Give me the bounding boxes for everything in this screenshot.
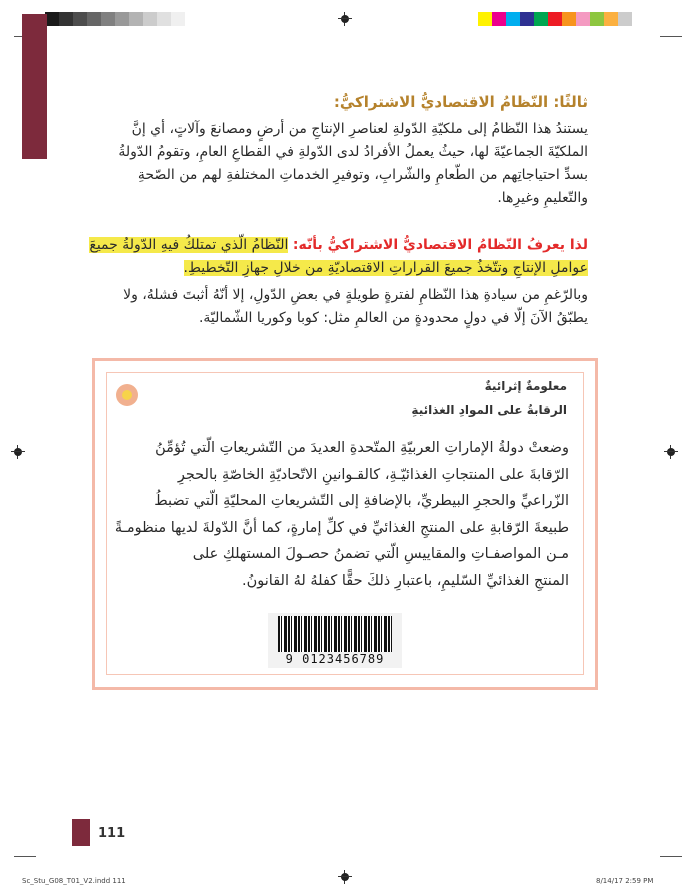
page-number-tab bbox=[72, 819, 90, 846]
registration-mark-bottom bbox=[338, 870, 352, 884]
intro-paragraph bbox=[88, 118, 588, 210]
paragraph-line: والتّعليمِ وغيرِها. bbox=[497, 190, 588, 206]
enrichment-text bbox=[114, 435, 569, 594]
enrichment-line: الرّقابةَ على المنتجاتِ الغذائيّـةِ، كالقـوانينِ الاتّحاديّةِ الخاصّةِ بالحجرِ bbox=[177, 466, 569, 483]
footer-file-slug: Sc_Stu_G08_T01_V2.indd 111 bbox=[22, 877, 126, 885]
crop-mark bbox=[660, 856, 682, 857]
enrichment-title: معلومةٌ إثرائيةٌ bbox=[484, 379, 567, 393]
lightbulb-head-icon bbox=[116, 384, 138, 406]
enrichment-line: مـن المواصفـاتِ والمقاييسِ الّتي تضمنُ حصـولَ المستهلكِ على bbox=[192, 546, 569, 562]
registration-mark-left bbox=[11, 445, 25, 459]
barcode bbox=[268, 613, 402, 668]
paragraph-line: وبالرّغمِ من سيادةِ هذا النّظامِ لفترةٍ طويلةٍ في بعضِ الدّولِ، إلا أنّهُ أثبتَ فشلهُ، ولا bbox=[123, 287, 588, 303]
paragraph-line: يستندُ هذا النّظامُ إلى ملكيّةِ الدّولةِ لعناصرِ الإنتاجِ من أرضٍ ومصانعَ وآلاتٍ، أي إنَّ bbox=[131, 121, 588, 137]
enrichment-line: طبيعةَ الرّقابةِ على المنتجِ الغذائيِّ في كلِّ إمارةٍ، كما أنَّ الدّولةَ لديها منظومـةً bbox=[114, 519, 569, 536]
section-heading: ثالثًا: النّظامُ الاقتصاديُّ الاشتراكيُّ: bbox=[333, 93, 588, 111]
paragraph-line: يطبّقُ الآنَ إلّا في دولٍ محدودةٍ من العالمِ مثل: كوبا وكوريا الشّماليّة. bbox=[198, 310, 588, 326]
barcode-number: 9 0123456789 bbox=[285, 652, 385, 666]
definition-label: لذا يعرفُ النّظامُ الاقتصاديُّ الاشتراكيُّ بأنّه: bbox=[292, 237, 588, 253]
definition-highlight: النّظامُ الّذي تمتلكُ فيهِ الدّولةُ جميعَ bbox=[89, 237, 289, 253]
closing-paragraph bbox=[88, 284, 588, 330]
crop-mark bbox=[660, 36, 682, 37]
paragraph-line: بسدِّ احتياجاتِهم من الطّعامِ والشّرابِ، وتوفيرِ الخدماتِ المختلفةِ لهم من الصّحةِ bbox=[137, 167, 588, 183]
enrichment-subtitle: الرقابةُ على الموادِ الغذائيةِ bbox=[411, 403, 567, 417]
enrichment-line: وضعتْ دولةُ الإماراتِ العربيّةِ المتّحدةِ العديدَ من التّشريعاتِ الّتي تُؤمِّنُ bbox=[155, 440, 569, 456]
chapter-color-bar bbox=[22, 14, 47, 159]
paragraph-line: الملكيّةَ الجماعيّةَ لها، حيثُ يعملُ الأفرادُ لدى الدّولةِ في القطاعِ العامِ، وتقومُ الدّولةُ bbox=[118, 144, 588, 160]
definition-line bbox=[88, 234, 588, 257]
definition-highlight: عواملِ الإنتاجِ وتتّخذُ جميعَ القراراتِ الاقتصاديّةِ من خلالِ جهازِ التّخطيطِ. bbox=[183, 260, 588, 276]
enrichment-line: المنتجِ الغذائيِّ السّليمِ، باعتبارِ ذلكَ حقًّا كفلهُ لهُ القانونُ. bbox=[242, 572, 569, 589]
footer-timestamp: 8/14/17 2:59 PM bbox=[596, 877, 654, 885]
barcode-bars bbox=[278, 616, 392, 652]
registration-mark-right bbox=[664, 445, 678, 459]
page-number: 111 bbox=[98, 826, 126, 841]
definition-paragraph bbox=[88, 234, 588, 280]
registration-mark-top bbox=[338, 12, 352, 26]
definition-line bbox=[88, 257, 588, 280]
crop-mark bbox=[14, 856, 36, 857]
enrichment-line: الزّراعيِّ والحجرِ البيطريِّ، بالإضافةِ إلى التّشريعاتِ المحليّةِ الّتي تضبطُ bbox=[154, 493, 569, 509]
